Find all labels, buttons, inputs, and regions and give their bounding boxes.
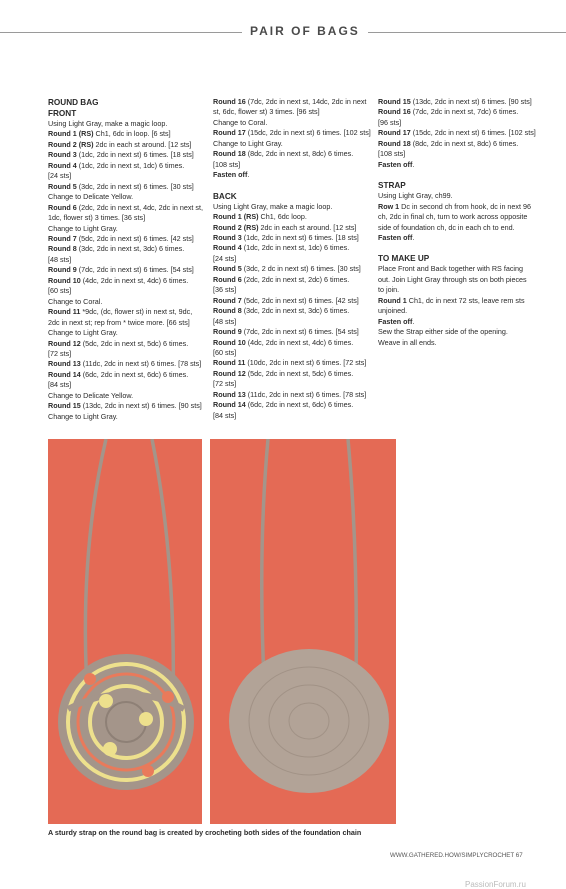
instruction-text: 2dc in each st around. [12 sts] [93,139,192,149]
photo-back-bag [206,439,516,824]
instruction-line [48,359,206,369]
instruction-text: (10dc, 2dc in next st) 6 times. [72 sts] [245,358,367,368]
instruction-text: Using Light Gray, make a magic loop. [48,119,168,128]
instruction-text: (4dc, 2dc in next st, 4dc) 6 times. [80,275,189,285]
instruction-label: Round 14 [213,400,246,410]
instruction-label: Round 12 [213,368,246,378]
back-heading: BACK [213,191,237,201]
instruction-label: Round 2 (RS) [48,139,94,149]
instruction-line [213,285,373,295]
instruction-text: (3dc, 2dc in next st) 6 times. [30 sts] [76,181,194,191]
instruction-line [213,254,373,264]
make-up-instructions [378,264,538,348]
instruction-line [378,296,538,306]
instruction-line [378,160,538,170]
instruction-text: Change to Coral. [213,117,268,127]
instruction-line [378,128,538,138]
instruction-text: . [247,170,250,180]
instruction-text: Change to Light Gray. [48,411,118,421]
strap-heading: STRAP [378,181,406,191]
instruction-text: [108 sts] [213,159,241,169]
instruction-text: (7dc, 2dc in next st, 14dc, 2dc in next [245,97,367,106]
instruction-text: (7dc, 2dc in next st, 7dc) 6 times. [410,107,519,117]
instruction-label: Round 16 [378,107,411,117]
instruction-line [48,255,206,265]
instruction-text: (5dc, 2dc in next st) 6 times. [42 sts] [76,233,194,243]
instruction-label: Round 1 (RS) [213,212,259,222]
instruction-label: Round 6 [48,202,77,212]
instruction-line [48,265,206,275]
instruction-label: Round 13 [213,389,246,399]
instruction-line [378,338,538,348]
column-3 [378,97,538,348]
instruction-line [48,328,206,338]
instruction-line [378,275,538,285]
instruction-label: Round 8 [213,306,242,316]
instruction-text: (2dc, 2dc in next st, 2dc) 6 times. [241,274,350,284]
instruction-text: 2dc in next st; rep from * twice more. [66 sts] [48,317,190,327]
instruction-line [213,149,373,159]
instruction-text: Change to Coral. [48,296,103,306]
instruction-text: [24 sts] [48,171,72,181]
instruction-line [378,191,538,201]
instruction-line [48,129,206,139]
instruction-line [378,118,538,128]
instruction-label: Round 15 [378,97,411,106]
instruction-line [48,234,206,244]
instruction-text: (1dc, 2dc in next st, 1dc) 6 times. [76,160,185,170]
instruction-line [213,306,373,316]
front-instructions [48,119,206,422]
instruction-line [378,223,538,233]
instruction-line [378,285,538,295]
instruction-text: (15dc, 2dc in next st) 6 times. [102 sts] [410,128,536,138]
instruction-line [48,140,206,150]
instruction-text: (6dc, 2dc in next st, 6dc) 6 times. [245,400,354,410]
instruction-line [378,306,538,316]
instruction-text: (5dc, 2dc in next st, 5dc) 6 times. [245,368,354,378]
instruction-text: [84 sts] [213,410,237,420]
instruction-text: *9dc, (dc, flower st) in next st, 9dc, [80,307,193,317]
instruction-text: (8dc, 2dc in next st, 8dc) 6 times. [410,138,519,148]
instruction-line [378,107,538,117]
photo-caption: A sturdy strap on the round bag is created by crocheting both sides of the foundation chain [48,828,362,837]
instruction-label: Round 3 [213,232,242,242]
instruction-line [213,348,373,358]
back-instructions-continued [378,97,538,170]
instruction-text: [72 sts] [48,348,72,358]
instruction-label: Round 11 [213,358,246,368]
instruction-text: Change to Delicate Yellow. [48,192,134,202]
photo-front-bag [48,439,202,824]
instruction-text: Change to Light Gray. [48,223,118,233]
instruction-text: [60 sts] [48,286,72,296]
instruction-line [48,391,206,401]
instruction-line [213,369,373,379]
instruction-text: Using Light Gray, ch99. [378,191,453,201]
round-bag-heading: ROUND BAG [48,98,99,107]
instruction-line [213,128,373,138]
instruction-text: (11dc, 2dc in next st) 6 times. [78 sts] [245,389,367,399]
instruction-text: (8dc, 2dc in next st, 8dc) 6 times. [245,149,354,159]
instruction-label: Fasten off [378,316,413,326]
instruction-label: Round 16 [213,97,246,106]
instruction-text: [48 sts] [48,254,72,264]
instruction-text: (6dc, 2dc in next st, 6dc) 6 times. [80,369,189,379]
instruction-line [48,318,206,328]
instruction-text: out. Join Light Gray through sts on both pieces [378,274,527,284]
instruction-text: side of foundation ch, dc in each ch to end. [378,222,515,232]
instruction-text: ch, 2dc in final ch, turn to work across opposite [378,212,528,222]
instruction-line [48,286,206,296]
instruction-line [48,182,206,192]
instruction-text: (7dc, 2dc in next st) 6 times. [54 sts] [76,265,194,275]
instruction-line [48,339,206,349]
instruction-line [378,317,538,327]
header-rule-left [0,32,242,33]
instruction-label: Fasten off [378,159,413,169]
instruction-text: Ch1, 6dc loop. [258,212,307,222]
instruction-label: Round 7 [213,295,242,305]
instruction-line [213,400,373,410]
instruction-line [213,160,373,170]
instruction-line [213,317,373,327]
instruction-text: Ch1, dc in next 72 sts, leave rem sts [406,295,525,305]
instruction-text: (1dc, 2dc in next st, 1dc) 6 times. [241,243,350,253]
instruction-label: Round 10 [48,275,81,285]
instruction-label: Round 14 [48,369,81,379]
instruction-line [378,212,538,222]
instruction-label: Round 5 [48,181,77,191]
instruction-line [213,212,373,222]
instruction-label: Round 13 [48,359,81,369]
instruction-text: (15dc, 2dc in next st) 6 times. [102 sts] [245,128,371,138]
instruction-line [378,327,538,337]
instruction-text: Change to Delicate Yellow. [48,390,134,400]
instruction-line [48,380,206,390]
instruction-text: [36 sts] [213,285,237,295]
make-up-heading: TO MAKE UP [378,254,430,264]
instruction-label: Round 5 [213,264,242,274]
back-instructions [213,202,373,422]
instruction-label: Round 11 [48,307,81,317]
instruction-text: Ch1, 6dc in loop. [6 sts] [93,129,171,139]
instruction-line [48,276,206,286]
instruction-text: (3dc, 2dc in next st, 3dc) 6 times. [76,244,185,254]
instruction-line [213,170,373,180]
instruction-text: . [412,316,415,326]
instruction-line [48,224,206,234]
watermark: PassionForum.ru [465,880,526,889]
instruction-line [378,139,538,149]
instruction-line [213,107,373,117]
instruction-text: (3dc, 2dc in next st, 3dc) 6 times. [241,306,350,316]
instruction-text: . [412,159,415,169]
instruction-text: 1dc, flower st) 3 times. [36 sts] [48,213,146,223]
instruction-line [213,338,373,348]
instruction-text: [24 sts] [213,253,237,263]
instruction-line [213,327,373,337]
instruction-line [48,161,206,171]
instruction-text: Using Light Gray, make a magic loop. [213,201,333,211]
instruction-label: Round 10 [213,337,246,347]
instruction-label: Fasten off [378,232,413,242]
instruction-line [378,233,538,243]
instruction-line [378,97,538,107]
instruction-label: Round 18 [378,138,411,148]
instruction-line [48,370,206,380]
front-instructions-continued [213,97,373,181]
instruction-line [48,401,206,411]
instruction-line [48,307,206,317]
instruction-line [213,379,373,389]
instruction-text: (7dc, 2dc in next st) 6 times. [54 sts] [241,327,359,337]
instruction-line [213,358,373,368]
instruction-text: (2dc, 2dc in next st, 4dc, 2dc in next st, [76,202,203,212]
instruction-text: (13dc, 2dc in next st) 6 times. [90 sts] [80,401,202,411]
instruction-label: Round 18 [213,149,246,159]
page-header [0,22,566,42]
column-1 [48,97,206,422]
instruction-line [48,150,206,160]
instruction-label: Round 17 [378,128,411,138]
instruction-line [48,297,206,307]
instruction-text: st, 6dc, flower st) 3 times. [96 sts] [213,107,320,117]
instruction-line [378,149,538,159]
instruction-line [48,213,206,223]
instruction-text: (3dc, 2 dc in next st) 6 times. [30 sts] [241,264,361,274]
instruction-line [213,139,373,149]
instruction-label: Fasten off [213,170,248,180]
instruction-line [213,118,373,128]
instruction-text: (4dc, 2dc in next st, 4dc) 6 times. [245,337,354,347]
instruction-label: Round 9 [213,327,242,337]
instruction-label: Round 4 [48,160,77,170]
header-rule-right [368,32,566,33]
instruction-label: Round 9 [48,265,77,275]
instruction-text: [108 sts] [378,149,406,159]
instruction-line [213,275,373,285]
strap-instructions [378,191,538,243]
instruction-text: Place Front and Back together with RS facing [378,264,524,274]
instruction-text: [96 sts] [378,117,402,127]
instruction-line [213,223,373,233]
instruction-line [48,244,206,254]
instruction-text: (1dc, 2dc in next st) 6 times. [18 sts] [76,150,194,160]
instruction-text: [48 sts] [213,316,237,326]
instruction-line [213,296,373,306]
instruction-text: (13dc, 2dc in next st) 6 times. [90 sts] [410,97,532,106]
instruction-text: to join. [378,285,400,295]
instruction-line [48,412,206,422]
instruction-line [213,97,373,107]
instruction-line [378,264,538,274]
instruction-line [213,411,373,421]
instruction-label: Row 1 [378,201,400,211]
page-footer: WWW.GATHERED.HOW/SIMPLYCROCHET 67 [390,852,523,859]
instruction-text: (11dc, 2dc in next st) 6 times. [78 sts] [80,359,202,369]
instruction-text: (5dc, 2dc in next st, 5dc) 6 times. [80,338,189,348]
instruction-text: Sew the Strap either side of the opening. [378,327,508,337]
instruction-label: Round 1 [378,295,407,305]
instruction-label: Round 3 [48,150,77,160]
instruction-text: unjoined. [378,306,408,316]
front-heading: FRONT [48,109,77,118]
instruction-text: Dc in second ch from hook, dc in next 96 [399,201,532,211]
instruction-label: Round 15 [48,401,81,411]
instruction-label: Round 12 [48,338,81,348]
instruction-text: . [412,232,415,242]
instruction-text: (1dc, 2dc in next st) 6 times. [18 sts] [241,232,359,242]
instruction-label: Round 6 [213,274,242,284]
instruction-line [48,119,206,129]
instruction-label: Round 17 [213,128,246,138]
instruction-line [48,349,206,359]
instruction-label: Round 1 (RS) [48,129,94,139]
instruction-line [48,192,206,202]
column-2 [213,97,373,421]
instruction-line [213,233,373,243]
instruction-text: 2dc in each st around. [12 sts] [258,222,357,232]
instruction-line [213,202,373,212]
instruction-line [213,243,373,253]
instruction-text: (5dc, 2dc in next st) 6 times. [42 sts] [241,295,359,305]
instruction-line [213,264,373,274]
instruction-text: [60 sts] [213,347,237,357]
instruction-line [378,202,538,212]
instruction-text: [84 sts] [48,380,72,390]
instruction-label: Round 7 [48,233,77,243]
instruction-text: Change to Light Gray. [213,138,283,148]
instruction-line [213,390,373,400]
instruction-line [48,203,206,213]
instruction-label: Round 4 [213,243,242,253]
instruction-text: Weave in all ends. [378,337,437,347]
section-title: PAIR OF BAGS [250,24,360,38]
instruction-text: Change to Light Gray. [48,328,118,338]
instruction-label: Round 8 [48,244,77,254]
instruction-line [48,171,206,181]
instruction-text: [72 sts] [213,379,237,389]
instruction-label: Round 2 (RS) [213,222,259,232]
